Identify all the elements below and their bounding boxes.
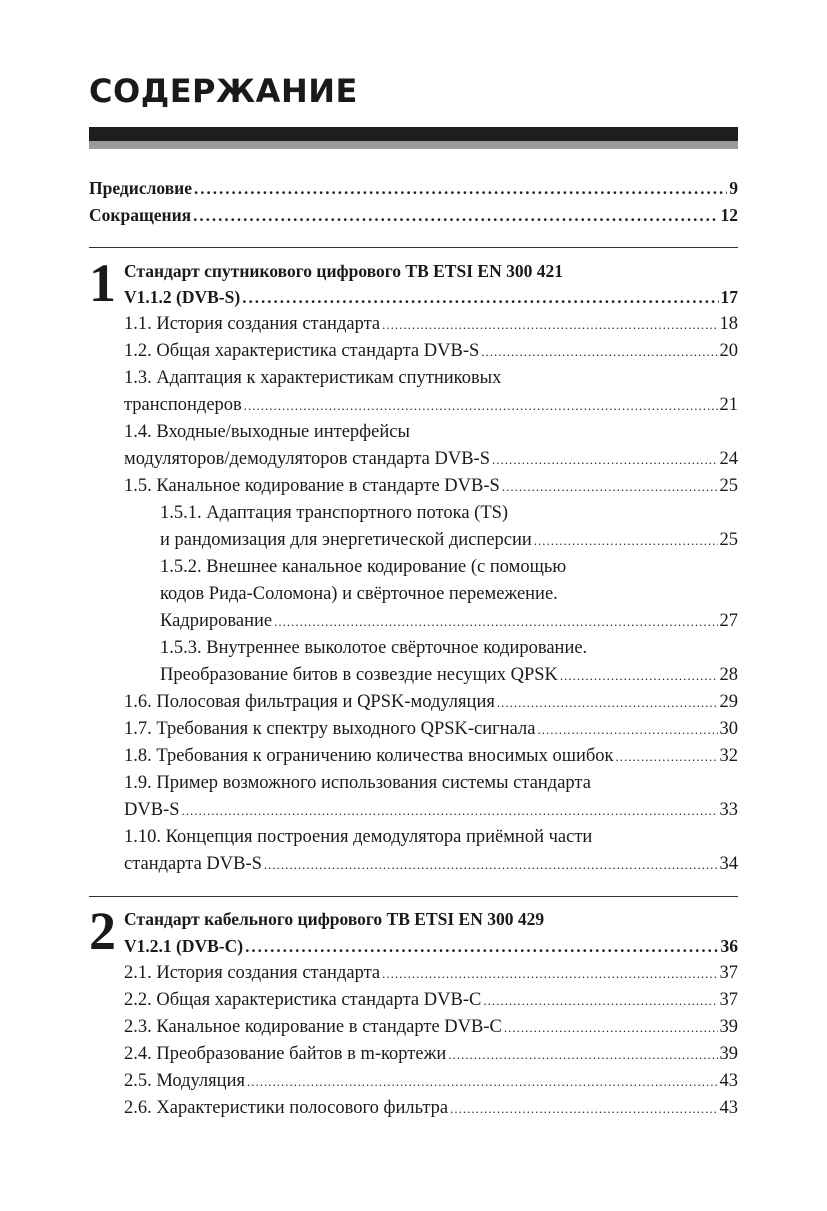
- leader-dots: [247, 1069, 718, 1094]
- leader-dots: [497, 690, 718, 715]
- chapter-title[interactable]: Стандарт спутникового цифрового ТВ ETSI EN 300 421: [124, 261, 563, 281]
- section-divider: [89, 896, 738, 897]
- leader-dots: [502, 474, 718, 499]
- toc-entry[interactable]: 1.5. Канальное кодирование в стандарте DVB-S ..... 25: [124, 473, 738, 499]
- leader-dots: [537, 717, 717, 742]
- toc-entry[interactable]: стандарта DVB-S ..... 34: [124, 851, 738, 877]
- leader-dots: [194, 176, 727, 201]
- leader-dots: [193, 203, 718, 228]
- toc-subentry[interactable]: 1.5.1. Адаптация транспортного потока (TS): [160, 503, 509, 523]
- toc-subentry[interactable]: кодов Рида-Соломона) и свёрточное перемежение.: [160, 584, 558, 604]
- leader-dots: [264, 852, 718, 877]
- toc-entry[interactable]: 1.1. История создания стандарта ..... 18: [124, 311, 738, 337]
- toc-entry[interactable]: 2.5. Модуляция ..... 43: [124, 1068, 738, 1094]
- leader-dots: [274, 609, 717, 634]
- leader-dots: [382, 961, 717, 986]
- leader-dots: [245, 934, 718, 959]
- toc-entry[interactable]: 1.10. Концепция построения демодулятора приёмной части: [124, 827, 593, 847]
- leader-dots: [492, 447, 718, 472]
- toc-subentry[interactable]: Кадрирование ..... 27: [160, 608, 738, 634]
- toc-entry[interactable]: 2.3. Канальное кодирование в стандарте DVB-C ..... 39: [124, 1014, 738, 1040]
- toc-entry[interactable]: 1.4. Входные/выходные интерфейсы: [124, 422, 410, 442]
- toc-entry[interactable]: транспондеров ..... 21: [124, 392, 738, 418]
- toc-entry[interactable]: 2.4. Преобразование байтов в m-кортежи ..... 39: [124, 1041, 738, 1067]
- toc-entry[interactable]: 1.3. Адаптация к характеристикам спутниковых: [124, 368, 502, 388]
- leader-dots: [483, 988, 717, 1013]
- toc-entry[interactable]: модуляторов/демодуляторов стандарта DVB-S ..... 24: [124, 446, 738, 472]
- toc-entry[interactable]: DVB-S ..... 33: [124, 797, 738, 823]
- toc-entry[interactable]: 1.2. Общая характеристика стандарта DVB-S ..... 20: [124, 338, 738, 364]
- leader-dots: [450, 1096, 717, 1121]
- toc-subentry[interactable]: 1.5.3. Внутреннее выколотое свёрточное кодирование.: [160, 638, 588, 658]
- leader-dots: [382, 312, 717, 337]
- toc-entry[interactable]: 2.1. История создания стандарта ..... 37: [124, 960, 738, 986]
- chapter-title[interactable]: V1.2.1 (DVB-C) ..... 36: [124, 933, 738, 959]
- toc-entry[interactable]: 1.7. Требования к спектру выходного QPSK-сигнала ..... 30: [124, 716, 738, 742]
- toc-subentry[interactable]: 1.5.2. Внешнее канальное кодирование (с помощью: [160, 557, 567, 577]
- page-title: СОДЕРЖАНИЕ: [89, 72, 358, 110]
- title-rule-light: [89, 141, 738, 149]
- chapter-number: 2: [89, 901, 116, 961]
- chapter-title[interactable]: V1.1.2 (DVB-S) ..... 17: [124, 284, 738, 310]
- leader-dots: [504, 1015, 718, 1040]
- leader-dots: [560, 663, 718, 688]
- leader-dots: [242, 285, 718, 310]
- section-divider: [89, 247, 738, 248]
- chapter-title[interactable]: Стандарт кабельного цифрового ТВ ETSI EN 300 429: [124, 909, 545, 929]
- leader-dots: [481, 339, 717, 364]
- leader-dots: [534, 528, 718, 553]
- toc-entry-preface[interactable]: Предисловие ..... 9: [89, 175, 738, 201]
- leader-dots: [616, 744, 718, 769]
- leader-dots: [448, 1042, 717, 1067]
- toc-entry[interactable]: 2.2. Общая характеристика стандарта DVB-C ..... 37: [124, 987, 738, 1013]
- leader-dots: [182, 798, 718, 823]
- toc-entry[interactable]: 2.6. Характеристики полосового фильтра ..... 43: [124, 1095, 738, 1121]
- toc-entry[interactable]: 1.9. Пример возможного использования системы стандарта: [124, 773, 591, 793]
- toc-subentry[interactable]: и рандомизация для энергетической дисперсии ..... 25: [160, 527, 738, 553]
- chapter-number: 1: [89, 253, 116, 313]
- leader-dots: [244, 393, 718, 418]
- toc-entry[interactable]: 1.6. Полосовая фильтрация и QPSK-модуляция ..... 29: [124, 689, 738, 715]
- toc-entry-abbreviations[interactable]: Сокращения ..... 12: [89, 202, 738, 228]
- toc-subentry[interactable]: Преобразование битов в созвездие несущих QPSK ..... 28: [160, 662, 738, 688]
- toc-entry[interactable]: 1.8. Требования к ограничению количества вносимых ошибок ..... 32: [124, 743, 738, 769]
- title-rule-dark: [89, 127, 738, 141]
